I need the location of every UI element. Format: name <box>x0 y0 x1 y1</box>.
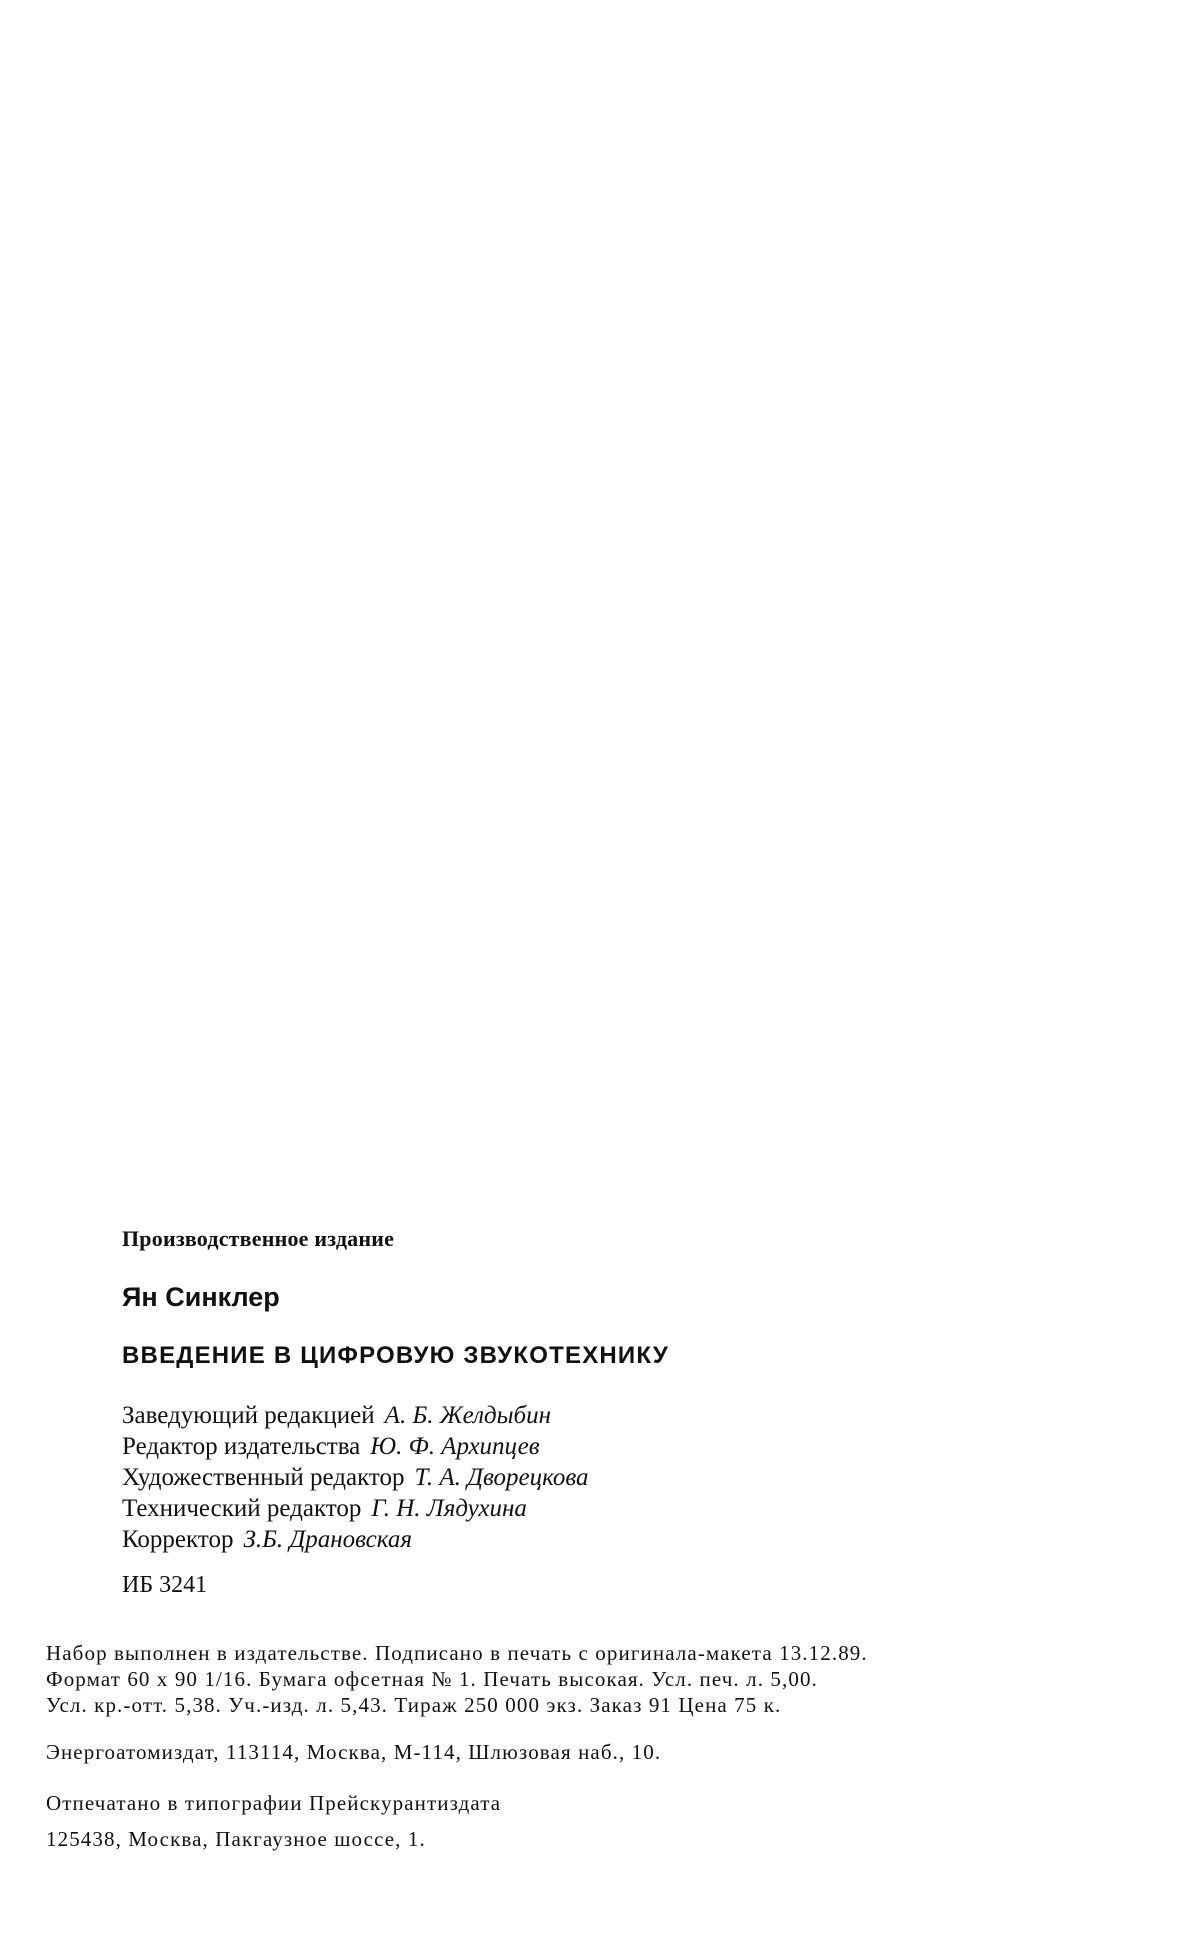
staff-role: Корректор <box>122 1526 234 1553</box>
imprint-line: Усл. кр.-отт. 5,38. Уч.-изд. л. 5,43. Тираж 250 000 экз. Заказ 91 Цена 75 к. <box>46 1693 782 1717</box>
imprint-block <box>46 1640 1166 1718</box>
staff-name: Г. Н. Лядухина <box>371 1495 527 1522</box>
imprint-line: Набор выполнен в издательстве. Подписано в печать с оригинала-макета 13.12.89. <box>46 1641 868 1665</box>
staff-row <box>122 1400 589 1431</box>
staff-role: Заведующий редакцией <box>122 1402 375 1429</box>
printer-line: 125438, Москва, Пакгаузное шоссе, 1. <box>46 1827 426 1851</box>
staff-row <box>122 1524 589 1555</box>
staff-name: А. Б. Желдыбин <box>384 1402 552 1429</box>
printer-block <box>46 1785 501 1857</box>
printer-line: Отпечатано в типографии Прейскурантиздата <box>46 1791 502 1815</box>
staff-role: Художественный редактор <box>122 1464 405 1491</box>
ib-number: ИБ 3241 <box>122 1572 208 1598</box>
staff-row <box>122 1462 589 1493</box>
edition-type: Производственное издание <box>122 1226 395 1251</box>
book-title: ВВЕДЕНИЕ В ЦИФРОВУЮ ЗВУКОТЕХНИКУ <box>122 1342 669 1369</box>
author-name: Ян Синклер <box>122 1282 280 1312</box>
staff-role: Редактор издательства <box>122 1433 361 1460</box>
publisher-address: Энергоатомиздат, 113114, Москва, М-114, Шлюзовая наб., 10. <box>46 1740 662 1764</box>
staff-role: Технический редактор <box>122 1495 362 1522</box>
staff-row <box>122 1431 589 1462</box>
staff-name: Т. А. Дворецкова <box>414 1464 589 1491</box>
imprint-line: Формат 60 x 90 1/16. Бумага офсетная № 1. Печать высокая. Усл. печ. л. 5,00. <box>46 1667 818 1691</box>
staff-row <box>122 1493 589 1524</box>
staff-name: З.Б. Драновская <box>243 1526 412 1553</box>
staff-name: Ю. Ф. Архипцев <box>370 1433 540 1460</box>
staff-list <box>122 1400 589 1555</box>
